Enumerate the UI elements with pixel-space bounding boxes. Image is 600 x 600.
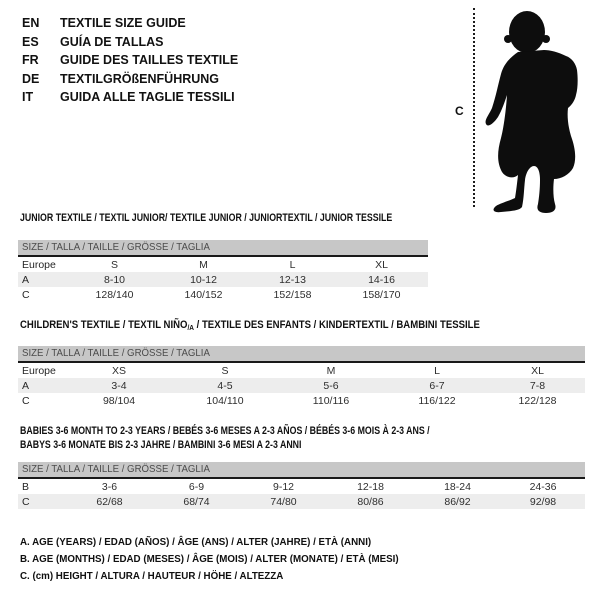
language-code: ES bbox=[22, 34, 39, 49]
size-header-bar bbox=[18, 462, 585, 479]
cell: C bbox=[22, 288, 30, 301]
language-label: TEXTILE SIZE GUIDE bbox=[60, 16, 186, 30]
cell bbox=[426, 287, 428, 302]
footnote-a: A. AGE (YEARS) / EDAD (AÑOS) / ÂGE (ANS) / ALTER (JAHRE) / ETÀ (ANNI) bbox=[20, 536, 372, 548]
babies-section-title bbox=[20, 425, 532, 452]
size-header-bar bbox=[18, 240, 428, 257]
table-row-b bbox=[18, 479, 585, 494]
cell: 158/170 bbox=[362, 288, 401, 301]
cell: 68/74 bbox=[153, 494, 240, 509]
junior-section-title bbox=[20, 212, 485, 226]
cell: Europe bbox=[22, 258, 56, 271]
table-row-a bbox=[18, 378, 585, 393]
table-header-row bbox=[18, 257, 428, 272]
toddler-silhouette-icon bbox=[478, 0, 600, 215]
cell: 8-10 bbox=[70, 272, 159, 287]
language-label: GUIDE DES TAILLES TEXTILE bbox=[60, 53, 239, 67]
cell: 10-12 bbox=[159, 272, 248, 287]
cell: 3-6 bbox=[101, 480, 118, 493]
junior-section-title-text: JUNIOR TEXTILE / TEXTIL JUNIOR/ TEXTILE JUNIOR / JUNIORTEXTIL / JUNIOR TESSILE bbox=[20, 212, 393, 224]
cell: 122/128 bbox=[518, 394, 557, 407]
table-row-c bbox=[18, 494, 585, 509]
cell: XL bbox=[531, 364, 544, 377]
cell: A bbox=[18, 272, 70, 287]
cell: 9-12 bbox=[272, 480, 294, 493]
size-header-text: SIZE / TALLA / TAILLE / GRÖSSE / TAGLIA bbox=[22, 463, 210, 475]
cell: S bbox=[110, 258, 118, 271]
cell bbox=[426, 272, 428, 287]
cell: 86/92 bbox=[414, 494, 501, 509]
title-subscript: /A bbox=[187, 323, 194, 332]
language-code: EN bbox=[22, 16, 40, 30]
language-row-de bbox=[22, 70, 238, 89]
junior-table bbox=[18, 240, 428, 302]
cell: A bbox=[18, 378, 66, 393]
cell: 110/116 bbox=[312, 394, 350, 407]
language-list bbox=[22, 14, 238, 107]
children-section-title-text bbox=[20, 319, 480, 335]
cell: XS bbox=[111, 364, 126, 377]
language-label: GUIDA ALLE TAGLIE TESSILI bbox=[60, 90, 235, 104]
cell: M bbox=[199, 258, 208, 271]
cell: S bbox=[221, 364, 229, 377]
language-row-en bbox=[22, 14, 238, 33]
children-table bbox=[18, 346, 585, 408]
cell: 62/68 bbox=[66, 494, 153, 509]
cell: 6-7 bbox=[384, 378, 490, 393]
title-part: / TEXTILE DES ENFANTS / KINDERTEXTIL / BAMBINI TESSILE bbox=[193, 319, 480, 331]
footnote-b: B. AGE (MONTHS) / EDAD (MESES) / ÂGE (MOIS) / ALTER (MONATE) / ETÀ (MESI) bbox=[20, 552, 399, 565]
cell: XL bbox=[375, 258, 388, 271]
language-row-fr bbox=[22, 51, 238, 70]
cell: 3-4 bbox=[66, 378, 172, 393]
language-code: FR bbox=[22, 53, 39, 67]
cell: 116/122 bbox=[418, 394, 456, 407]
cell: 4-5 bbox=[172, 378, 278, 393]
table-row-a bbox=[18, 272, 428, 287]
cell: M bbox=[326, 364, 336, 377]
cell: 74/80 bbox=[240, 494, 327, 509]
cell: L bbox=[434, 364, 440, 377]
cell: 24-36 bbox=[529, 480, 557, 493]
table-row-c bbox=[18, 287, 428, 302]
table-row-c bbox=[18, 393, 585, 408]
cell: 98/104 bbox=[102, 394, 136, 407]
cell: 80/86 bbox=[327, 494, 414, 509]
cell: 152/158 bbox=[273, 288, 312, 301]
height-dotted-line bbox=[473, 8, 475, 207]
cell: 104/110 bbox=[206, 394, 244, 407]
language-row-it bbox=[22, 88, 238, 107]
cell: 6-9 bbox=[188, 480, 205, 493]
height-c-label: C bbox=[455, 104, 464, 118]
language-label: TEXTILGRÖßENFÜHRUNG bbox=[60, 71, 220, 86]
language-code: DE bbox=[22, 71, 40, 86]
babies-table bbox=[18, 462, 585, 509]
babies-title-line2: BABYS 3-6 MONATE BIS 2-3 JAHRE / BAMBINI 3-6 MESI A 2-3 ANNI bbox=[20, 438, 302, 451]
cell: 140/152 bbox=[184, 288, 223, 301]
size-header-text: SIZE / TALLA / TAILLE / GRÖSSE / TAGLIA bbox=[22, 241, 210, 253]
cell: 92/98 bbox=[501, 494, 585, 509]
cell: 12-18 bbox=[357, 480, 384, 493]
footnotes bbox=[20, 534, 427, 584]
size-header-text: SIZE / TALLA / TAILLE / GRÖSSE / TAGLIA bbox=[22, 347, 210, 359]
cell: B bbox=[22, 480, 30, 493]
cell: 18-24 bbox=[444, 480, 471, 493]
table-header-row bbox=[18, 363, 585, 378]
cell: 5-6 bbox=[278, 378, 384, 393]
language-row-es bbox=[22, 33, 238, 52]
cell bbox=[426, 257, 428, 272]
size-header-bar bbox=[18, 346, 585, 363]
babies-title-line1: BABIES 3-6 MONTH TO 2-3 YEARS / BEBÉS 3-6 MESES A 2-3 AÑOS / BÉBÉS 3-6 MOIS À 2-3 ANS / bbox=[20, 425, 430, 437]
children-section-title bbox=[20, 319, 549, 335]
cell: 7-8 bbox=[490, 378, 585, 393]
cell: L bbox=[289, 258, 296, 271]
title-part: CHILDREN'S TEXTILE / TEXTIL NIÑO bbox=[20, 319, 188, 331]
language-label: GUÍA DE TALLAS bbox=[60, 34, 164, 49]
cell: 14-16 bbox=[337, 272, 426, 287]
cell: C bbox=[22, 394, 30, 407]
cell: 128/140 bbox=[95, 288, 134, 301]
language-code: IT bbox=[22, 90, 34, 104]
cell: Europe bbox=[22, 364, 56, 377]
cell: C bbox=[18, 494, 66, 509]
footnote-c: C. (cm) HEIGHT / ALTURA / HAUTEUR / HÖHE / ALTEZZA bbox=[20, 569, 284, 582]
cell: 12-13 bbox=[248, 272, 337, 287]
